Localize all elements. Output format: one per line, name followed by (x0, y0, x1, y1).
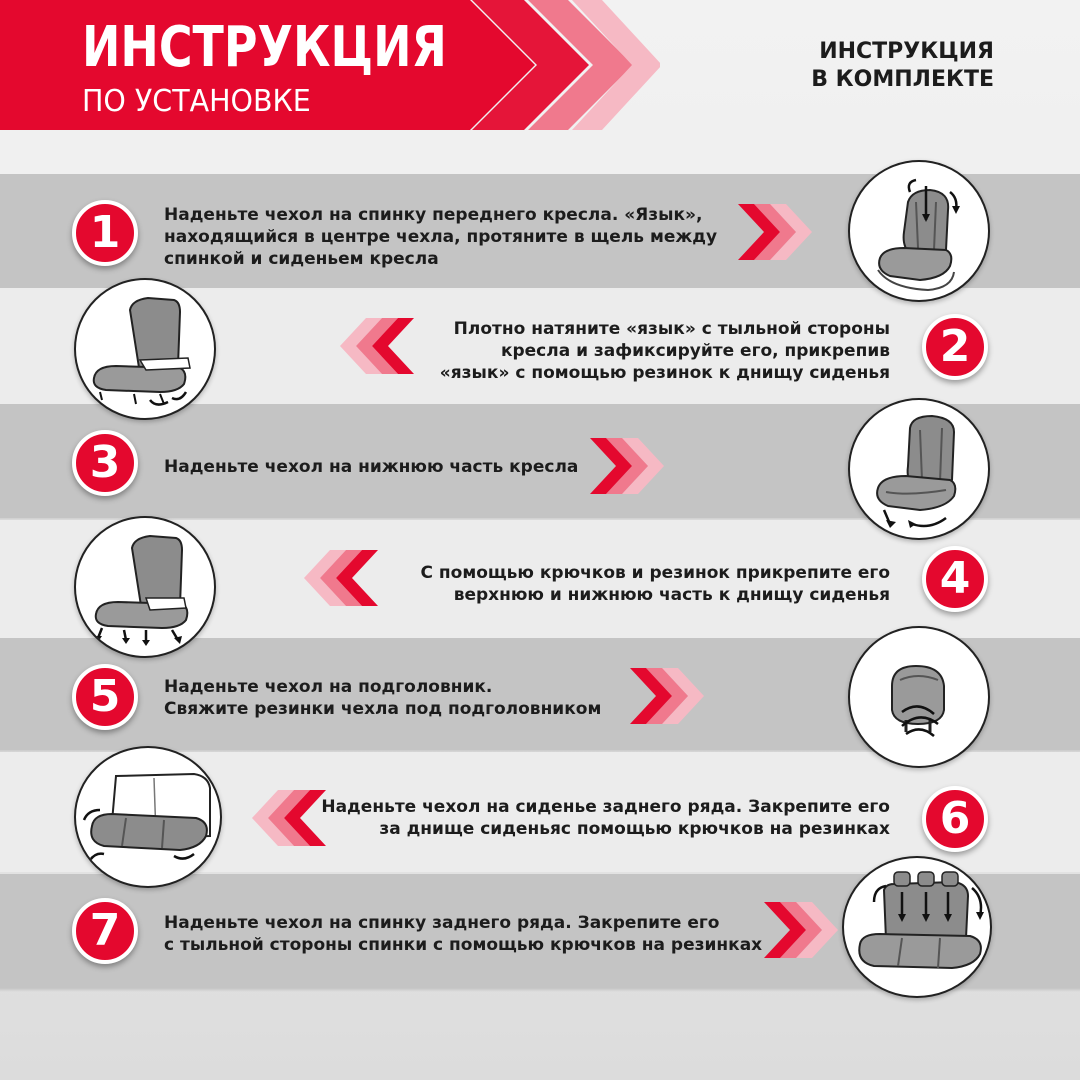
rear-seat-backrest-icon (842, 856, 992, 998)
step-text-line: за днище сиденьяс помощью крючков на резинках (379, 819, 890, 839)
seat-side-tongue-icon (74, 278, 216, 420)
chevron-right-icon (628, 666, 708, 726)
step-text-line: Плотно натяните «язык» с тыльной стороны (453, 319, 890, 339)
step-text-line: Наденьте чехол на сиденье заднего ряда. Закрепите его (321, 797, 890, 817)
chevron-right-icon (588, 436, 668, 496)
step-text (164, 676, 601, 720)
step-number-badge: 1 (72, 200, 138, 266)
step-text-line: Наденьте чехол на нижнюю часть кресла (164, 457, 579, 477)
step-number-badge: 7 (72, 898, 138, 964)
step-text-line: «язык» с помощью резинок к днищу сиденья (439, 363, 890, 383)
page-subtitle: ПО УСТАНОВКЕ (82, 84, 311, 119)
step-text (421, 562, 891, 606)
step-number-badge: 4 (922, 546, 988, 612)
rear-seat-cushion-icon (74, 746, 222, 888)
step-text (164, 204, 717, 270)
step-text-line: С помощью крючков и резинок прикрепите его (420, 563, 890, 583)
step-text-line: Наденьте чехол на спинку переднего кресла. «Язык», (164, 205, 703, 225)
step-number-badge: 5 (72, 664, 138, 730)
chevron-left-icon (336, 316, 416, 376)
step-text-line: Свяжите резинки чехла под подголовником (164, 699, 602, 719)
step-text-line: Наденьте чехол на спинку заднего ряда. Закрепите его (164, 913, 720, 933)
step-text (164, 456, 578, 478)
step-number-badge: 6 (922, 786, 988, 852)
step-number-badge: 3 (72, 430, 138, 496)
step-text-line: кресла и зафиксируйте его, прикрепив (500, 341, 890, 361)
kit-note (734, 38, 994, 94)
chevron-left-icon (300, 548, 380, 608)
step-text-line: Наденьте чехол на подголовник. (164, 677, 493, 697)
step-text-line: с тыльной стороны спинки с помощью крючков на резинках (164, 935, 763, 955)
front-seat-cushion-icon (848, 398, 990, 540)
chevron-right-icon (762, 900, 842, 960)
header-banner (0, 0, 660, 130)
step-text (321, 796, 890, 840)
headrest-icon (848, 626, 990, 768)
step-number-badge: 2 (922, 314, 988, 380)
front-seat-backrest-icon (848, 160, 990, 302)
step-text-line: находящийся в центре чехла, протяните в щель между (164, 227, 718, 247)
seat-side-hooks-icon (74, 516, 216, 658)
chevron-left-icon (248, 788, 328, 848)
step-text-line: верхнюю и нижнюю часть к днищу сиденья (453, 585, 890, 605)
kit-note-line: В КОМПЛЕКТЕ (811, 67, 994, 92)
page-title: ИНСТРУКЦИЯ (82, 15, 447, 80)
step-text (164, 912, 762, 956)
step-text-line: спинкой и сиденьем кресла (164, 249, 439, 269)
chevron-right-icon (736, 202, 816, 262)
kit-note-line: ИНСТРУКЦИЯ (819, 39, 994, 64)
step-text (440, 318, 890, 384)
